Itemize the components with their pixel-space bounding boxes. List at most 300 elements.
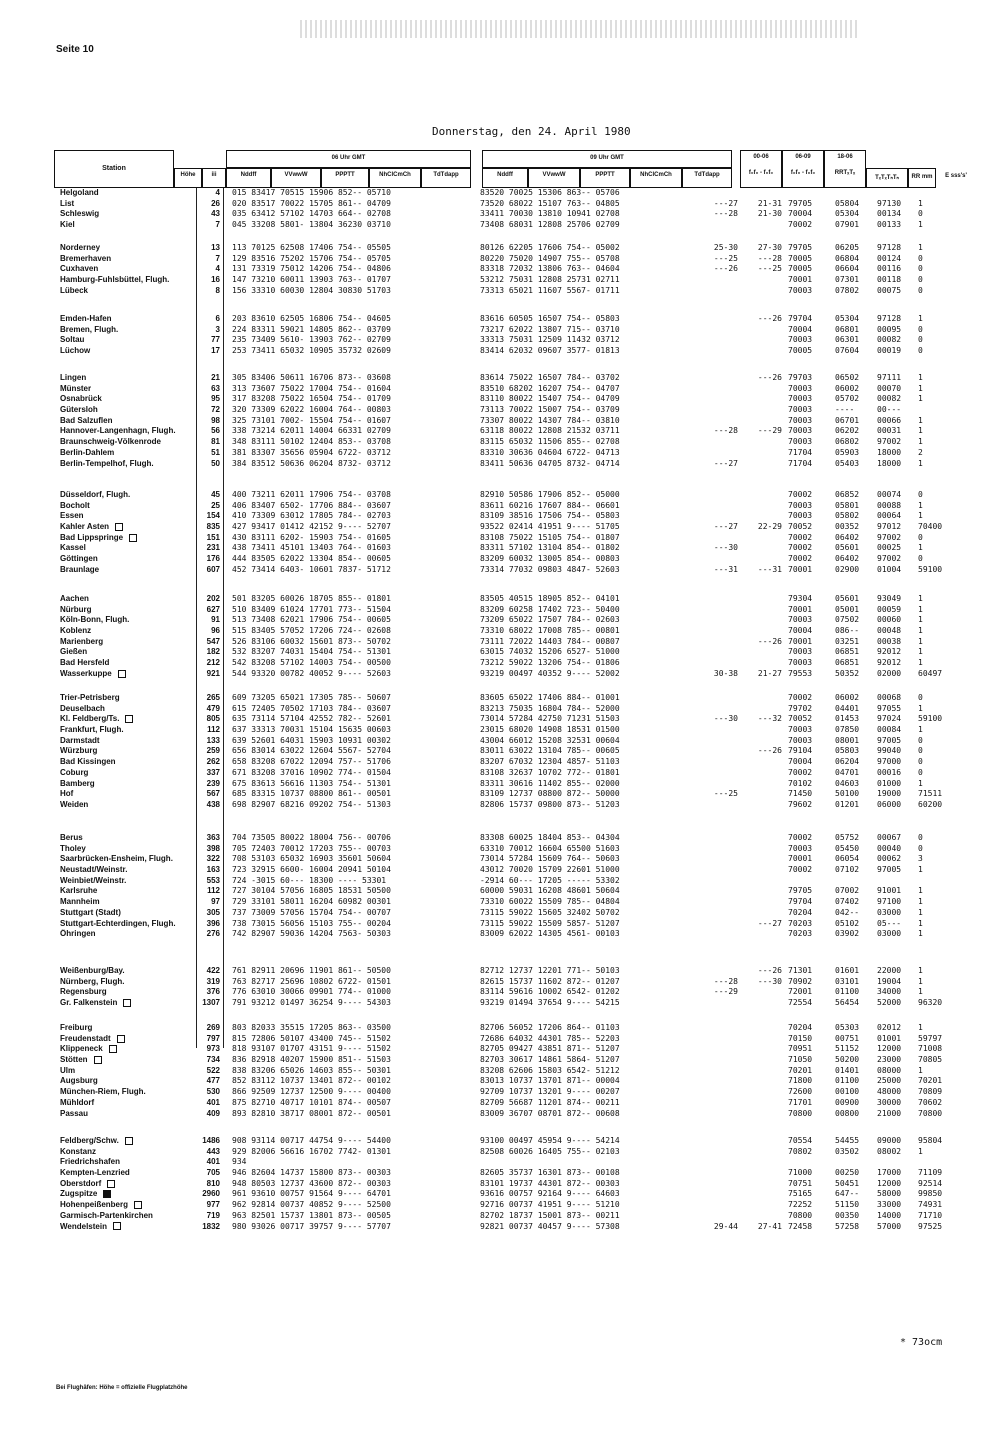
group-txtn: 03101 <box>835 976 860 986</box>
obs-06-gmt: 235 73409 5610- 13903 762-- 02709 <box>232 335 391 345</box>
group-txtn: 05304 <box>835 209 860 219</box>
table-row <box>54 1168 944 1179</box>
table-row <box>54 243 944 254</box>
group-rr-tx: 70005 <box>788 264 813 274</box>
group-rr-tx: 70003 <box>788 415 813 425</box>
station-name: Regensburg <box>60 987 107 997</box>
station-height: 401 <box>206 1157 220 1167</box>
obs-09-gmt: 82706 56052 17206 864-- 01103 <box>480 1023 620 1032</box>
group-txtn: 08001 <box>835 735 860 745</box>
obs-06-gmt: 438 73411 45101 13403 764-- 01603 <box>232 543 391 553</box>
group-rr-tx: 70001 <box>788 854 813 864</box>
station-height: 98 <box>211 415 220 425</box>
group-esss: 71710 <box>918 1210 943 1220</box>
station-height: 977 <box>206 1200 220 1210</box>
group-rr-tx: 71050 <box>788 1055 813 1065</box>
group-rr: 18000 <box>877 458 902 468</box>
range-06-09: ---26 <box>757 746 782 756</box>
header-ppptt-09: PPPTT <box>580 168 630 188</box>
station-height: 231 <box>206 543 220 553</box>
group-rr-tx: 70003 <box>788 511 813 521</box>
station-group <box>54 594 944 680</box>
obs-09-gmt: 83510 68202 16207 754-- 04707 <box>480 383 620 393</box>
group-rr-tx: 70002 <box>788 490 813 499</box>
range-06-09: ---28 <box>757 253 782 263</box>
group-esss: 1 <box>918 929 923 939</box>
obs-09-gmt: 83411 50636 04705 8732- 04714 <box>480 458 620 468</box>
station-height: 259 <box>206 746 220 756</box>
obs-06-gmt: 515 83405 57052 17206 724-- 02608 <box>232 626 391 636</box>
group-esss: 3 <box>918 854 923 864</box>
group-esss: 70809 <box>918 1087 943 1097</box>
table-row <box>54 314 944 325</box>
station-name: Schleswig <box>60 209 100 219</box>
group-txtn: 04401 <box>835 703 860 713</box>
group-rr-tx: 70002 <box>788 554 813 564</box>
station-height: 151 <box>206 532 220 542</box>
table-row <box>54 919 944 930</box>
station-name: Mühldorf <box>60 1097 95 1107</box>
obs-06-gmt: 348 83111 50102 12404 853-- 03708 <box>232 437 391 447</box>
group-txtn: 01100 <box>835 987 860 997</box>
obs-06-gmt: 639 52601 64031 15903 10931 00302 <box>232 735 391 745</box>
group-esss: 59797 <box>918 1033 943 1043</box>
table-header <box>54 150 967 188</box>
station-name: Nürburg <box>60 604 92 614</box>
header-esss: E sss's' <box>945 173 967 179</box>
obs-09-gmt: 83318 72032 13806 763-- 04604 <box>480 264 620 274</box>
obs-06-gmt: 410 73309 63012 17805 784-- 02703 <box>232 511 391 521</box>
group-rr: 06000 <box>877 799 902 809</box>
station-height: 154 <box>206 511 220 521</box>
group-txtn: 06502 <box>835 373 860 382</box>
group-txtn: 06802 <box>835 437 860 447</box>
obs-09-gmt: 60000 59031 16208 48601 50604 <box>480 886 620 896</box>
group-rr-tx: 70001 <box>788 604 813 614</box>
station-name: Emden-Hafen <box>60 314 112 323</box>
station-height: 262 <box>206 757 220 767</box>
station-height: 4 <box>215 264 220 274</box>
group-rr: 58000 <box>877 1189 902 1199</box>
group-esss: 0 <box>918 209 923 219</box>
station-name: Mannheim <box>60 897 100 907</box>
obs-06-gmt: 671 83208 37016 10902 774-- 01504 <box>232 767 391 777</box>
table-row <box>54 220 944 231</box>
group-txtn: 05752 <box>835 833 860 842</box>
obs-06-gmt: 035 63412 57102 14703 664-- 02708 <box>232 209 391 219</box>
scan-noise <box>300 20 860 38</box>
group-rr: 03000 <box>877 907 902 917</box>
table-row <box>54 188 944 199</box>
obs-09-gmt: 83311 30616 11402 855-- 02000 <box>480 778 620 788</box>
group-rr: 02000 <box>877 668 902 678</box>
station-name: Helgoland <box>60 188 99 197</box>
station-height: 21 <box>211 373 220 382</box>
group-txtn: 07502 <box>835 615 860 625</box>
obs-09-gmt: 83114 59616 10002 6542- 01202 <box>480 987 620 997</box>
obs-09-gmt: 73313 65021 11607 5567- 01711 <box>480 285 620 295</box>
station-name: Soltau <box>60 335 85 345</box>
group-rr-tx: 71704 <box>788 458 813 468</box>
group-esss: 1 <box>918 394 923 404</box>
group-rr-tx: 79704 <box>788 314 813 323</box>
obs-06-gmt: 113 70125 62508 17406 754-- 05505 <box>232 243 391 252</box>
group-txtn: 05303 <box>835 1023 860 1032</box>
group-esss: 1 <box>918 725 923 735</box>
range-00-06: ---27 <box>713 522 738 532</box>
station-name: Bad Hersfeld <box>60 658 110 668</box>
footnote: Bei Flughäfen: Höhe = offizielle Flugplatzhöhe <box>56 1385 188 1391</box>
range-00-06: 30-38 <box>713 668 738 678</box>
station-height: 401 <box>206 1097 220 1107</box>
station-name: Klippeneck <box>60 1044 196 1055</box>
table-row <box>54 987 944 998</box>
group-rr: 01000 <box>877 778 902 788</box>
group-txtn: ---- <box>835 405 855 415</box>
group-rr-tx: 70004 <box>788 757 813 767</box>
group-rr: 33000 <box>877 1200 902 1210</box>
group-rr: 97005 <box>877 865 902 875</box>
station-height: 182 <box>206 647 220 657</box>
group-rr-tx: 70003 <box>788 500 813 510</box>
group-txtn: 07604 <box>835 346 860 356</box>
page-number: Seite 10 <box>56 44 94 55</box>
group-rr: 00016 <box>877 767 902 777</box>
range-06-09: ---26 <box>757 966 782 975</box>
group-esss: 1 <box>918 918 923 928</box>
obs-06-gmt: 738 73015 56056 15103 755-- 00204 <box>232 918 391 928</box>
obs-06-gmt: 400 73211 62011 17906 754-- 03708 <box>232 490 391 499</box>
table-row <box>54 1034 944 1045</box>
table-row <box>54 448 944 459</box>
range-00-06: ---30 <box>713 543 738 553</box>
group-txtn: 06054 <box>835 854 860 864</box>
group-esss: 0 <box>918 285 923 295</box>
station-height: 398 <box>206 843 220 853</box>
group-esss: 1 <box>918 243 923 252</box>
obs-09-gmt: 83109 38516 17506 754-- 05803 <box>480 511 620 521</box>
group-esss: 1 <box>918 314 923 323</box>
group-esss: 1 <box>918 383 923 393</box>
table-row <box>54 908 944 919</box>
group-rr: 00070 <box>877 383 902 393</box>
obs-09-gmt: 92709 10737 13201 9---- 00207 <box>480 1087 620 1097</box>
station-name: Hamburg-Fuhlsbüttel, Flugh. <box>60 275 170 285</box>
header-tdtd-09: TdTdapp <box>682 168 732 188</box>
group-rr-tx: 70003 <box>788 843 813 853</box>
header-nhclcmch: NhClCmCh <box>369 168 421 188</box>
square-icon <box>94 1056 102 1064</box>
station-height: 112 <box>207 886 220 896</box>
group-txtn: 05803 <box>835 746 860 756</box>
group-rr: 00095 <box>877 324 902 334</box>
group-esss: 0 <box>918 735 923 745</box>
range-00-06: ---26 <box>713 264 738 274</box>
table-row <box>54 977 944 988</box>
range-06-09: ---32 <box>757 714 782 724</box>
station-height: 276 <box>206 929 220 939</box>
station-name: List <box>60 198 75 208</box>
table-row <box>54 714 944 725</box>
group-rr: 97130 <box>877 198 902 208</box>
group-esss: 1 <box>918 1023 923 1032</box>
obs-06-gmt: 430 83111 6202- 15903 754-- 01605 <box>232 532 391 542</box>
obs-09-gmt: 92821 00737 40457 9---- 57308 <box>480 1221 620 1231</box>
obs-09-gmt: 73115 59022 15605 32402 50702 <box>480 907 620 917</box>
group-rr-tx: 70001 <box>788 636 813 646</box>
group-esss: 0 <box>918 264 923 274</box>
group-txtn: 03251 <box>835 636 860 646</box>
station-name: Aachen <box>60 594 89 603</box>
group-txtn: 07901 <box>835 220 860 230</box>
group-rr-tx: 70003 <box>788 647 813 657</box>
station-name: Gütersloh <box>60 405 98 415</box>
group-esss: 1 <box>918 594 923 603</box>
obs-09-gmt: 73014 57284 15609 764-- 50603 <box>480 854 620 864</box>
group-esss: 70800 <box>918 1108 943 1118</box>
range-06-09: 21-30 <box>757 209 782 219</box>
obs-09-gmt: 73408 68031 12808 25706 02709 <box>480 220 620 230</box>
obs-06-gmt: 729 33101 58011 16204 60982 00301 <box>232 897 391 907</box>
group-rr: 09000 <box>877 1136 902 1145</box>
group-txtn: 07301 <box>835 275 860 285</box>
group-rr-tx: 70002 <box>788 865 813 875</box>
obs-09-gmt: 82806 15737 09800 873-- 51203 <box>480 799 620 809</box>
table-row <box>54 325 944 336</box>
station-name: Düsseldorf, Flugh. <box>60 490 131 499</box>
group-esss: 0 <box>918 324 923 334</box>
group-txtn: 05903 <box>835 447 860 457</box>
obs-06-gmt: 224 83311 59021 14805 862-- 03709 <box>232 324 391 334</box>
table-row <box>54 876 944 887</box>
station-name: Marienberg <box>60 636 104 646</box>
obs-06-gmt: 866 92509 12737 12500 9---- 00400 <box>232 1087 391 1097</box>
obs-09-gmt: 73520 68022 15107 763-- 04805 <box>480 198 620 208</box>
obs-09-gmt: 93616 00757 92164 9---- 64603 <box>480 1189 620 1199</box>
station-group <box>54 966 944 1009</box>
station-height: 163 <box>206 865 220 875</box>
group-txtn: 56454 <box>835 998 860 1008</box>
range-00-06: ---28 <box>713 976 738 986</box>
station-name: Berus <box>60 833 83 842</box>
station-group <box>54 833 944 940</box>
station-name: Essen <box>60 511 84 521</box>
group-txtn: 01100 <box>835 1076 860 1086</box>
group-txtn: 06801 <box>835 324 860 334</box>
table-row <box>54 286 944 297</box>
station-height: 921 <box>206 668 220 678</box>
range-06-09: ---26 <box>757 636 782 646</box>
group-txtn: 00352 <box>835 522 860 532</box>
obs-06-gmt: 637 33313 70031 15104 15635 00603 <box>232 725 391 735</box>
station-height: 1832 <box>202 1221 220 1231</box>
station-name: Cuxhaven <box>60 264 99 274</box>
group-txtn: 06804 <box>835 253 860 263</box>
station-name: Bremen, Flugh. <box>60 324 119 334</box>
station-height: 43 <box>211 209 220 219</box>
group-rr: 00031 <box>877 426 902 436</box>
obs-06-gmt: 763 82717 25696 10802 6722- 01501 <box>232 976 391 986</box>
obs-06-gmt: 406 83407 6502- 17706 884-- 03607 <box>232 500 391 510</box>
group-rr-tx: 70003 <box>788 735 813 745</box>
station-group <box>54 693 944 811</box>
station-height: 45 <box>211 490 220 499</box>
obs-09-gmt: 83101 19737 44301 872-- 00303 <box>480 1178 620 1188</box>
obs-06-gmt: 129 83516 75202 15706 754-- 05705 <box>232 253 391 263</box>
group-rr: 00075 <box>877 285 902 295</box>
station-height: 547 <box>206 636 220 646</box>
station-name: Freudenstadt <box>60 1034 196 1045</box>
station-height: 1307 <box>202 998 220 1008</box>
group-esss: 1 <box>918 636 923 646</box>
obs-06-gmt: 727 30104 57056 16805 18531 50500 <box>232 886 391 896</box>
group-esss: 59100 <box>918 564 943 574</box>
obs-06-gmt: 724 -3015 60--- 18300 ---- 53301 <box>232 875 387 885</box>
group-esss: 1 <box>918 1065 923 1075</box>
group-rr: 97000 <box>877 757 902 767</box>
group-rr: 97005 <box>877 735 902 745</box>
obs-09-gmt: 53212 75031 12808 25731 02711 <box>480 275 620 285</box>
obs-09-gmt: 83505 40515 18905 852-- 04101 <box>480 594 620 603</box>
group-rr: 00038 <box>877 636 902 646</box>
range-00-06: 29-44 <box>713 1221 738 1231</box>
obs-09-gmt: 83414 62032 09607 3577- 01813 <box>480 346 620 356</box>
station-name: Coburg <box>60 767 89 777</box>
group-esss: 71511 <box>918 789 943 799</box>
station-name: Koblenz <box>60 626 92 636</box>
table-row <box>54 854 944 865</box>
station-name: Zugspitze <box>60 1189 196 1200</box>
square-icon <box>115 523 123 531</box>
station-name: Bamberg <box>60 778 95 788</box>
table-row <box>54 757 944 768</box>
group-rr-tx: 70005 <box>788 346 813 356</box>
table-row <box>54 384 944 395</box>
obs-06-gmt: 704 73505 80022 18004 756-- 00706 <box>232 833 391 842</box>
station-name: Bocholt <box>60 500 90 510</box>
obs-09-gmt: 83110 80022 15407 754-- 04709 <box>480 394 620 404</box>
obs-09-gmt: 83009 62022 14305 4561- 00103 <box>480 929 620 939</box>
station-height: 63 <box>211 383 220 393</box>
group-rr: 52000 <box>877 998 902 1008</box>
obs-06-gmt: 685 83315 10737 08800 861-- 00501 <box>232 789 391 799</box>
obs-06-gmt: 737 73009 57056 15704 754-- 00707 <box>232 907 391 917</box>
station-height: 265 <box>206 693 220 702</box>
table-row <box>54 626 944 637</box>
obs-09-gmt: 73314 77032 09803 4847- 52603 <box>480 564 620 574</box>
station-height: 17 <box>211 346 220 356</box>
group-rr: 03000 <box>877 929 902 939</box>
obs-06-gmt: 656 83014 63022 12604 5567- 52704 <box>232 746 391 756</box>
table-row <box>54 746 944 757</box>
obs-06-gmt: 963 82501 15737 13801 873-- 00505 <box>232 1210 391 1220</box>
station-name: Braunlage <box>60 564 100 574</box>
group-rr: 99040 <box>877 746 902 756</box>
station-name: Deuselbach <box>60 703 105 713</box>
table-row <box>54 373 944 384</box>
station-height: 269 <box>206 1023 220 1032</box>
group-esss: 0 <box>918 693 923 702</box>
obs-09-gmt: 73111 72022 14403 784-- 00807 <box>480 636 620 646</box>
range-00-06: ---25 <box>713 253 738 263</box>
group-txtn: 04701 <box>835 767 860 777</box>
group-rr: 00062 <box>877 854 902 864</box>
table-row <box>54 1136 944 1147</box>
obs-09-gmt: 73310 60022 15509 785-- 04804 <box>480 897 620 907</box>
group-rr: 97055 <box>877 703 902 713</box>
group-rr: 00060 <box>877 615 902 625</box>
table-row <box>54 768 944 779</box>
group-txtn: 05304 <box>835 314 860 323</box>
station-name: Garmisch-Partenkirchen <box>60 1210 153 1220</box>
group-rr: 34000 <box>877 987 902 997</box>
station-name: Kempten-Lenzried <box>60 1168 130 1178</box>
group-esss: 1 <box>918 604 923 614</box>
group-txtn: 03902 <box>835 929 860 939</box>
group-rr-tx: 71800 <box>788 1076 813 1086</box>
group-esss: 0 <box>918 490 923 499</box>
group-rr-tx: 79104 <box>788 746 813 756</box>
obs-09-gmt: 82615 15737 11602 872-- 01207 <box>480 976 620 986</box>
group-esss: 1 <box>918 966 923 975</box>
station-name: Kahler Asten <box>60 522 196 533</box>
obs-09-gmt: 23015 68020 14908 18531 01500 <box>480 725 620 735</box>
station-height: 26 <box>211 198 220 208</box>
group-rr-tx: 70002 <box>788 543 813 553</box>
group-esss: 0 <box>918 253 923 263</box>
group-txtn: 50451 <box>835 1178 860 1188</box>
header-station: Station <box>54 150 174 188</box>
group-rr: 00025 <box>877 543 902 553</box>
obs-09-gmt: 82709 56687 11201 874-- 00211 <box>480 1097 620 1107</box>
obs-06-gmt: 305 83406 50611 16706 873-- 03608 <box>232 373 391 382</box>
group-esss: 0 <box>918 532 923 542</box>
obs-06-gmt: 838 83206 65026 14603 855-- 50301 <box>232 1065 391 1075</box>
group-rr-tx: 70001 <box>788 564 813 574</box>
table-row <box>54 1189 944 1200</box>
obs-06-gmt: 542 83208 57102 14003 754-- 00500 <box>232 658 391 668</box>
obs-06-gmt: 526 83106 60032 15601 873-- 50702 <box>232 636 391 646</box>
group-rr-tx: 70802 <box>788 1146 813 1156</box>
group-esss: 74931 <box>918 1200 943 1210</box>
station-group <box>54 188 944 231</box>
station-name: Stuttgart (Stadt) <box>60 907 121 917</box>
group-txtn: 51150 <box>835 1200 860 1210</box>
station-height: 202 <box>206 594 220 603</box>
obs-06-gmt: 776 63010 30066 09901 774-- 01000 <box>232 987 391 997</box>
obs-09-gmt: 83109 12737 08800 872-- 50000 <box>480 789 620 799</box>
range-06-09: 21-31 <box>757 198 782 208</box>
group-txtn: 06402 <box>835 532 860 542</box>
group-esss: 0 <box>918 346 923 356</box>
obs-09-gmt: 82508 60026 16405 755-- 02103 <box>480 1146 620 1156</box>
station-height: 805 <box>206 714 220 724</box>
table-row <box>54 533 944 544</box>
group-rr-tx: 72001 <box>788 987 813 997</box>
obs-09-gmt: 33411 70030 13810 10941 02708 <box>480 209 620 219</box>
obs-06-gmt: 384 83512 50636 06204 8732- 03712 <box>232 458 391 468</box>
table-row <box>54 897 944 908</box>
group-rr-tx: 71301 <box>788 966 813 975</box>
group-txtn: 07002 <box>835 886 860 896</box>
group-txtn: 06402 <box>835 554 860 564</box>
station-group <box>54 314 944 357</box>
group-esss: 60200 <box>918 799 943 809</box>
group-txtn: 00800 <box>835 1108 860 1118</box>
square-icon <box>123 999 131 1007</box>
group-rr: 22000 <box>877 966 902 975</box>
station-name: Würzburg <box>60 746 98 756</box>
